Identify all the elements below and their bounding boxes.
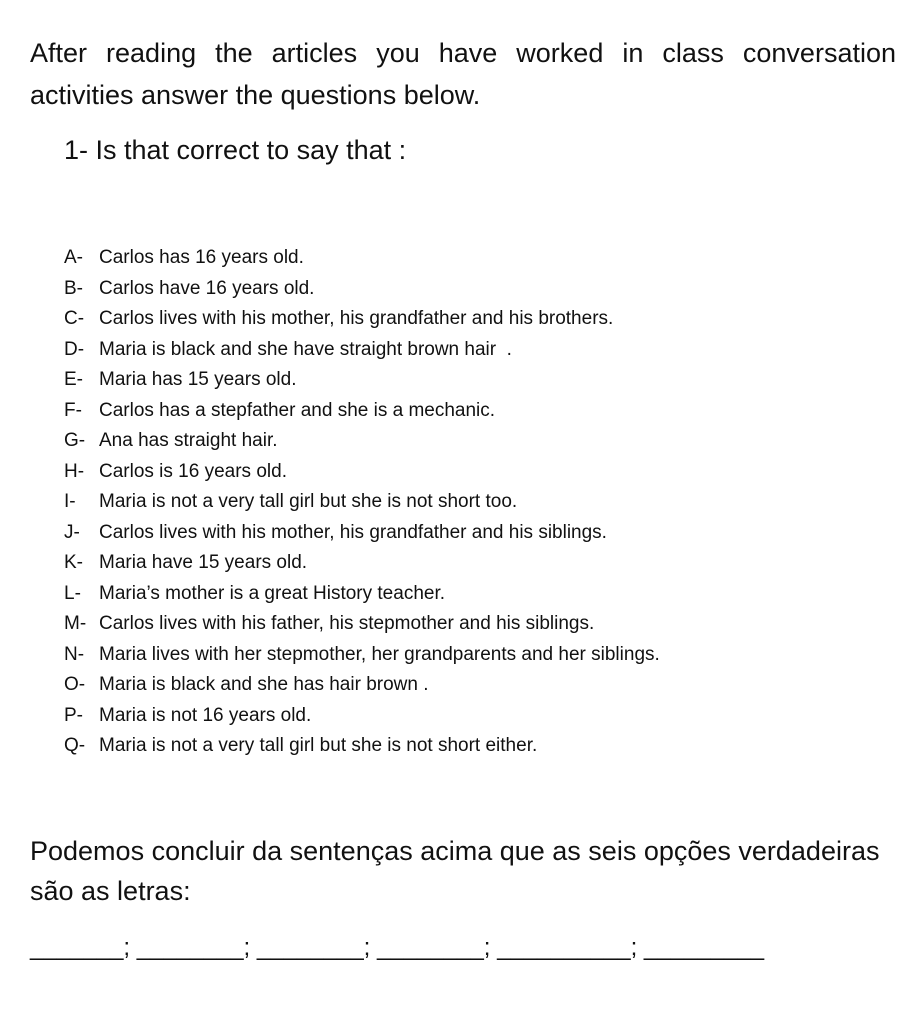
option-letter: A- [64, 247, 83, 268]
option-letter: J- [64, 521, 80, 543]
question-title: 1- Is that correct to say that : [64, 135, 407, 165]
answer-blanks: _______; ________; ________; ________; __________; _________ [30, 934, 765, 961]
option-letter: I- [64, 491, 76, 512]
option-letter: L- [64, 582, 81, 604]
option-text: Maria has 15 years old. [99, 369, 297, 390]
option-letter: F- [64, 399, 82, 421]
option-letter: P- [64, 704, 83, 726]
option-letter: K- [64, 552, 83, 573]
option-text: Maria is black and she have straight brown hair . [99, 338, 512, 360]
option-text: Maria’s mother is a great History teacher. [99, 582, 446, 604]
intro-paragraph: After reading the articles you have worked in class conversation activities answer the questions below. [30, 38, 896, 110]
option-letter: D- [64, 338, 85, 360]
option-letter: G- [64, 430, 86, 451]
option-m [64, 609, 660, 640]
option-l [64, 579, 660, 610]
option-letter: M- [64, 613, 87, 634]
option-h [64, 457, 660, 488]
conclusion-paragraph: Podemos concluir da sentenças acima que as seis opções verdadeiras são as letras: [30, 836, 880, 906]
options-list [64, 243, 660, 762]
option-c [64, 304, 660, 335]
option-o [64, 670, 660, 701]
option-text: Maria lives with her stepmother, her grandparents and her siblings. [99, 643, 660, 665]
option-q [64, 731, 660, 762]
option-g [64, 426, 660, 457]
option-i [64, 487, 660, 518]
option-letter: Q- [64, 735, 86, 756]
option-text: Carlos have 16 years old. [99, 277, 315, 299]
option-text: Carlos has a stepfather and she is a mechanic. [99, 399, 496, 421]
option-f [64, 396, 660, 427]
option-d [64, 335, 660, 366]
option-text: Carlos lives with his mother, his grandfather and his siblings. [99, 521, 607, 543]
option-letter: C- [64, 308, 85, 329]
option-text: Maria is not a very tall girl but she is not short too. [99, 491, 518, 512]
option-text: Maria is not a very tall girl but she is not short either. [99, 735, 538, 756]
option-text: Ana has straight hair. [99, 430, 278, 451]
option-text: Maria is not 16 years old. [99, 704, 312, 726]
option-text: Maria have 15 years old. [99, 552, 308, 573]
option-n [64, 640, 660, 671]
option-text: Maria is black and she has hair brown . [99, 674, 429, 695]
option-e [64, 365, 660, 396]
option-text: Carlos has 16 years old. [99, 247, 304, 268]
option-letter: O- [64, 674, 86, 695]
option-letter: E- [64, 369, 83, 390]
option-letter: B- [64, 277, 83, 299]
option-b [64, 274, 660, 305]
option-text: Carlos lives with his father, his stepmother and his siblings. [99, 613, 595, 634]
option-letter: H- [64, 460, 85, 482]
option-letter: N- [64, 643, 85, 665]
option-p [64, 701, 660, 732]
option-k [64, 548, 660, 579]
option-a [64, 243, 660, 274]
option-j [64, 518, 660, 549]
option-text: Carlos lives with his mother, his grandfather and his brothers. [99, 308, 614, 329]
option-text: Carlos is 16 years old. [99, 460, 287, 482]
